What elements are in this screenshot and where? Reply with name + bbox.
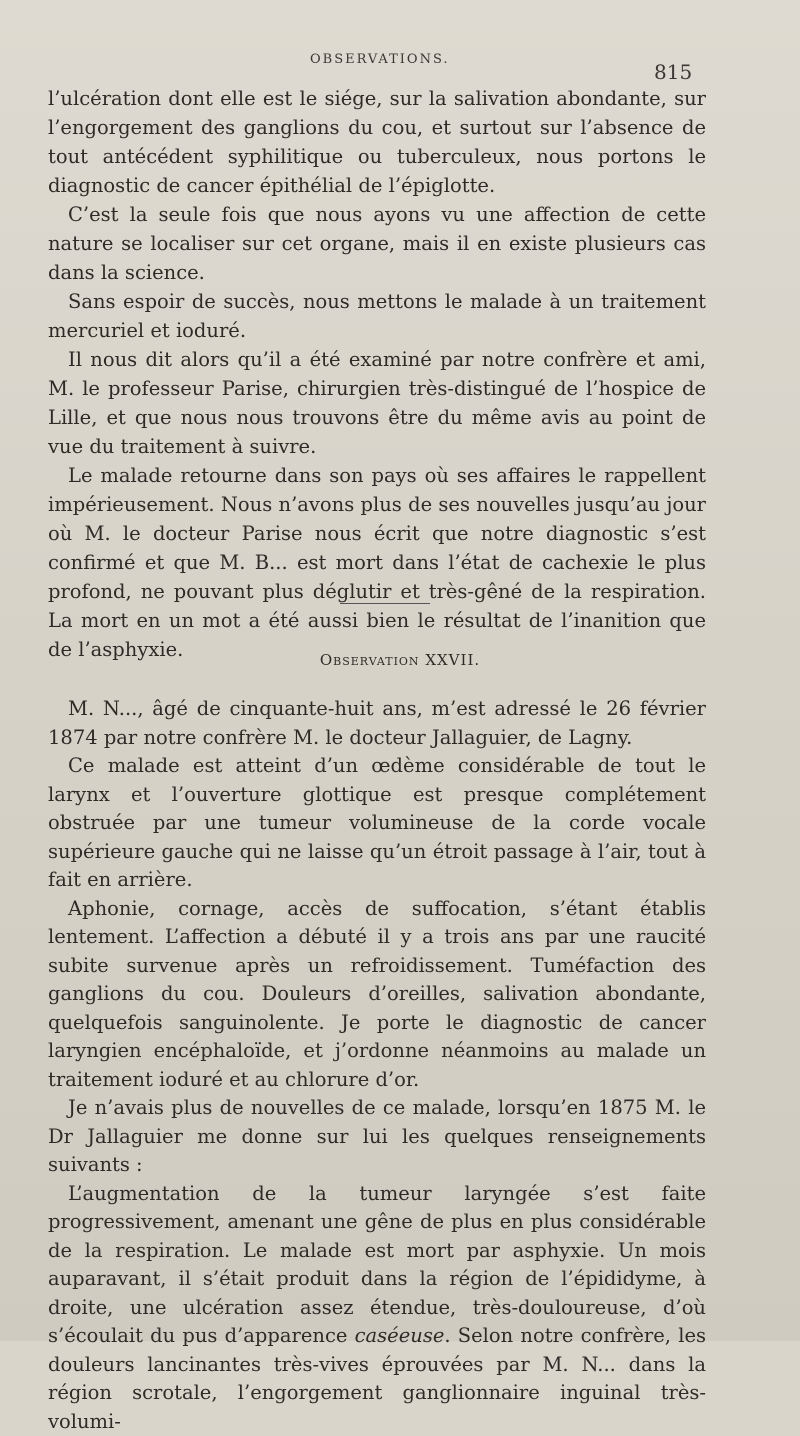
paragraph: Ce malade est atteint d’un œdème considérable de tout le larynx et l’ouverture glottique est presque complétement obstruée par une tumeur volumineuse de la corde vocale supérieure gauche qui ne laisse qu’un étroit passage à l’air, tout à fait en arrière. xyxy=(48,752,706,895)
paragraph: Le malade retourne dans son pays où ses affaires le rappellent impérieusement. Nous n’avons plus de ses nouvelles jusqu’au jour où M. le docteur Parise nous écrit que notre diagnostic s’est confirmé et que M. B... est mort dans l’état de cachexie le plus profond, ne pouvant plus déglutir et très-gêné de la respiration. La mort en un mot a été aussi bien le résultat de l’inanition que de l’asphyxie. xyxy=(48,461,706,664)
paragraph: Je n’avais plus de nouvelles de ce malade, lorsqu’en 1875 M. le Dr Jallaguier me donne sur lui les quelques renseignements suivants : xyxy=(48,1094,706,1180)
paragraph-text: L’augmentation de la tumeur laryngée s’est faite progressivement, amenant une gêne de plus en plus considérable de la respiration. Le malade est mort par asphyxie. Un mois auparavant, il s’était produit dans la région de l’épididyme, à droite, une ulcération assez étendue, très-douloureuse, d’où s’écoulait du pus d’apparence xyxy=(48,1182,706,1348)
paragraph: C’est la seule fois que nous ayons vu une affection de cette nature se localiser sur cet organe, mais il en existe plusieurs cas dans la science. xyxy=(48,200,706,287)
paragraph: l’ulcération dont elle est le siége, sur la salivation abondante, sur l’engorgement des ganglions du cou, et surtout sur l’absence de tout antécédent syphilitique ou tuberculeux, nous portons le diagnostic de cancer épithélial de l’épiglotte. xyxy=(48,84,706,200)
continued-observation-text xyxy=(48,84,706,664)
section-divider xyxy=(340,603,430,604)
observation-text xyxy=(48,695,706,1436)
page-number: 815 xyxy=(654,60,692,84)
paragraph: Aphonie, cornage, accès de suffocation, s’étant établis lentement. L’affection a débuté il y a trois ans par une raucité subite survenue après un refroidissement. Tuméfaction des ganglions du cou. Douleurs d’oreilles, salivation abondante, quelquefois sanguinolente. Je porte le diagnostic de cancer laryngien encéphaloïde, et j’ordonne néanmoins au malade un traitement ioduré et au chlorure d’or. xyxy=(48,895,706,1095)
paragraph: Sans espoir de succès, nous mettons le malade à un traitement mercuriel et ioduré. xyxy=(48,287,706,345)
observation-heading: Observation XXVII. xyxy=(0,651,800,669)
paragraph-text: . Selon notre confrère, les douleurs lancinantes très-vives éprouvées par M. N... dans la région scrotale, l’engorgement ganglionnaire inguinal très-volumi- xyxy=(48,1324,706,1433)
paragraph: M. N..., âgé de cinquante-huit ans, m’est adressé le 26 février 1874 par notre confrère M. le docteur Jallaguier, de Lagny. xyxy=(48,695,706,752)
italic-term: caséeuse xyxy=(355,1324,445,1347)
paragraph xyxy=(48,1180,706,1436)
paragraph: Il nous dit alors qu’il a été examiné par notre confrère et ami, M. le professeur Parise, chirurgien très-distingué de l’hospice de Lille, et que nous nous trouvons être du même avis au point de vue du traitement à suivre. xyxy=(48,345,706,461)
running-head: OBSERVATIONS. xyxy=(310,52,450,67)
